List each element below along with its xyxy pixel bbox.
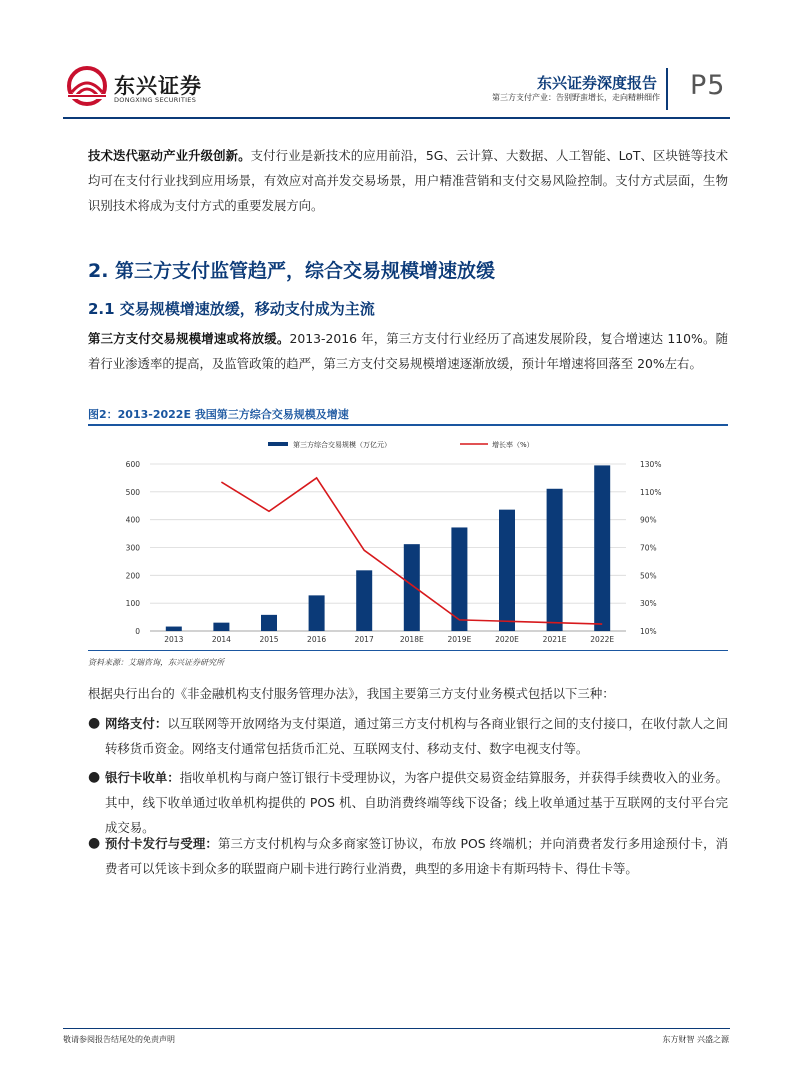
footer-rule [63, 1028, 730, 1029]
figure-bottom-rule [88, 650, 728, 651]
y-right-tick-label: 90% [640, 515, 657, 525]
bar-2015 [261, 615, 277, 631]
report-title: 东兴证券深度报告 [536, 74, 657, 92]
x-tick-label: 2020E [495, 635, 519, 644]
figure-source: 资料来源：艾瑞咨询，东兴证券研究所 [88, 658, 224, 667]
x-tick-label: 2017 [354, 635, 374, 644]
models-intro: 根据央行出台的《非金融机构支付服务管理办法》，我国主要第三方支付业务模式包括以下三种： [88, 686, 615, 701]
intro-text: 支付行业是新技术的应用前沿，5G、云计算、大数据、人工智能、LoT、区块链等技术均可在支付行业找到应用场景，有效应对高并发交易场景，用户精准营销和支付交易风险控制。支付方式层面，生物识别技术将成为支付方式的重要发展方向。 [88, 148, 728, 213]
growth-text: 2013-2016 年，第三方支付行业经历了高速发展阶段，复合增速达 110%。随着行业渗透率的提高，及监管政策的趋严，第三方支付交易规模增速逐渐放缓，预计年增速将回落至 20%左右。 [88, 331, 728, 371]
report-subtitle: 第三方支付产业：告别野蛮增长，走向精耕细作 [492, 93, 660, 102]
bullet-item [88, 711, 728, 761]
y-right-tick-label: 70% [640, 543, 657, 553]
bar-2016 [309, 595, 325, 631]
header-divider [666, 68, 668, 110]
y-left-tick-label: 600 [125, 460, 140, 469]
y-right-tick-label: 130% [640, 460, 662, 469]
growth-lead: 第三方支付交易规模增速或将放缓。 [88, 331, 290, 346]
bullet-text: 以互联网等开放网络为支付渠道，通过第三方支付机构与各商业银行之间的支付接口，在收付款人之间转移货币资金。网络支付通常包括货币汇兑、互联网支付、移动支付、数字电视支付等。 [105, 716, 729, 756]
footer-slogan: 东方财智 兴盛之源 [662, 1035, 729, 1044]
bullet-dot-icon: ● [88, 715, 101, 731]
x-tick-label: 2021E [542, 635, 567, 644]
logo-brand-name-en: DONGXING SECURITIES [114, 96, 197, 104]
bullet-text: 指收单机构与商户签订银行卡受理协议，为客户提供交易资金结算服务，并获得手续费收入的业务。其中，线下收单通过收单机构提供的 POS 机、自助消费终端等线下设备；线上收单通过基于互联网的支付平台完成交易。 [105, 770, 729, 835]
logo-mark-icon [64, 66, 110, 106]
bar-2017 [356, 570, 372, 631]
logo-brand-name: 东兴证券 [114, 74, 202, 98]
bar-2014 [213, 623, 229, 631]
figure-top-rule [88, 424, 728, 426]
y-right-tick-label: 10% [640, 627, 657, 636]
header-rule [63, 117, 730, 119]
y-left-tick-label: 500 [125, 487, 140, 497]
bullet-term: 网络支付： [105, 716, 168, 731]
x-tick-label: 2019E [447, 635, 472, 644]
y-left-tick-label: 100 [125, 599, 140, 609]
page-number: P5 [690, 70, 726, 101]
y-left-tick-label: 300 [125, 543, 140, 553]
intro-lead: 技术迭代驱动产业升级创新。 [88, 148, 251, 163]
x-tick-label: 2013 [164, 635, 184, 644]
bullet-item [88, 765, 728, 840]
x-tick-label: 2022E [590, 635, 615, 644]
figure-title: 图2：2013-2022E 我国第三方综合交易规模及增速 [88, 408, 349, 421]
combo-chart [88, 428, 728, 646]
y-left-tick-label: 200 [125, 571, 140, 581]
legend-bar-swatch [268, 442, 288, 446]
x-tick-label: 2016 [307, 635, 327, 644]
x-tick-label: 2014 [211, 635, 231, 644]
x-tick-label: 2018E [399, 635, 424, 644]
bullet-term: 银行卡收单： [105, 770, 180, 785]
bullet-term: 预付卡发行与受理： [105, 836, 218, 851]
bullet-text: 第三方支付机构与众多商家签订协议，布放 POS 终端机；并向消费者发行多用途预付卡，消费者可以凭该卡到众多的联盟商户刷卡进行跨行业消费，典型的多用途卡有斯玛特卡、得仕卡等。 [105, 836, 729, 876]
subsection-heading: 2.1 交易规模增速放缓，移动支付成为主流 [88, 300, 375, 318]
bar-2013 [166, 627, 182, 631]
y-right-tick-label: 50% [640, 571, 657, 581]
y-right-tick-label: 110% [640, 487, 662, 497]
bullet-dot-icon: ● [88, 835, 101, 851]
bullet-dot-icon: ● [88, 769, 101, 785]
bar-2018E [404, 544, 420, 631]
x-tick-label: 2015 [259, 635, 279, 644]
legend-line-label: 增长率（%） [492, 441, 534, 449]
y-left-tick-label: 400 [125, 515, 140, 525]
legend-bar-label: 第三方综合交易规模（万亿元） [293, 441, 391, 449]
footer-disclaimer: 敬请参阅报告结尾处的免责声明 [63, 1035, 175, 1044]
y-right-tick-label: 30% [640, 599, 657, 609]
bar-2021E [547, 489, 563, 631]
intro-paragraph [88, 143, 728, 218]
bullet-item [88, 831, 728, 881]
bar-2022E [594, 465, 610, 631]
growth-paragraph [88, 326, 728, 376]
bar-2020E [499, 510, 515, 631]
y-left-tick-label: 0 [135, 627, 140, 636]
section-heading: 2. 第三方支付监管趋严，综合交易规模增速放缓 [88, 260, 496, 282]
